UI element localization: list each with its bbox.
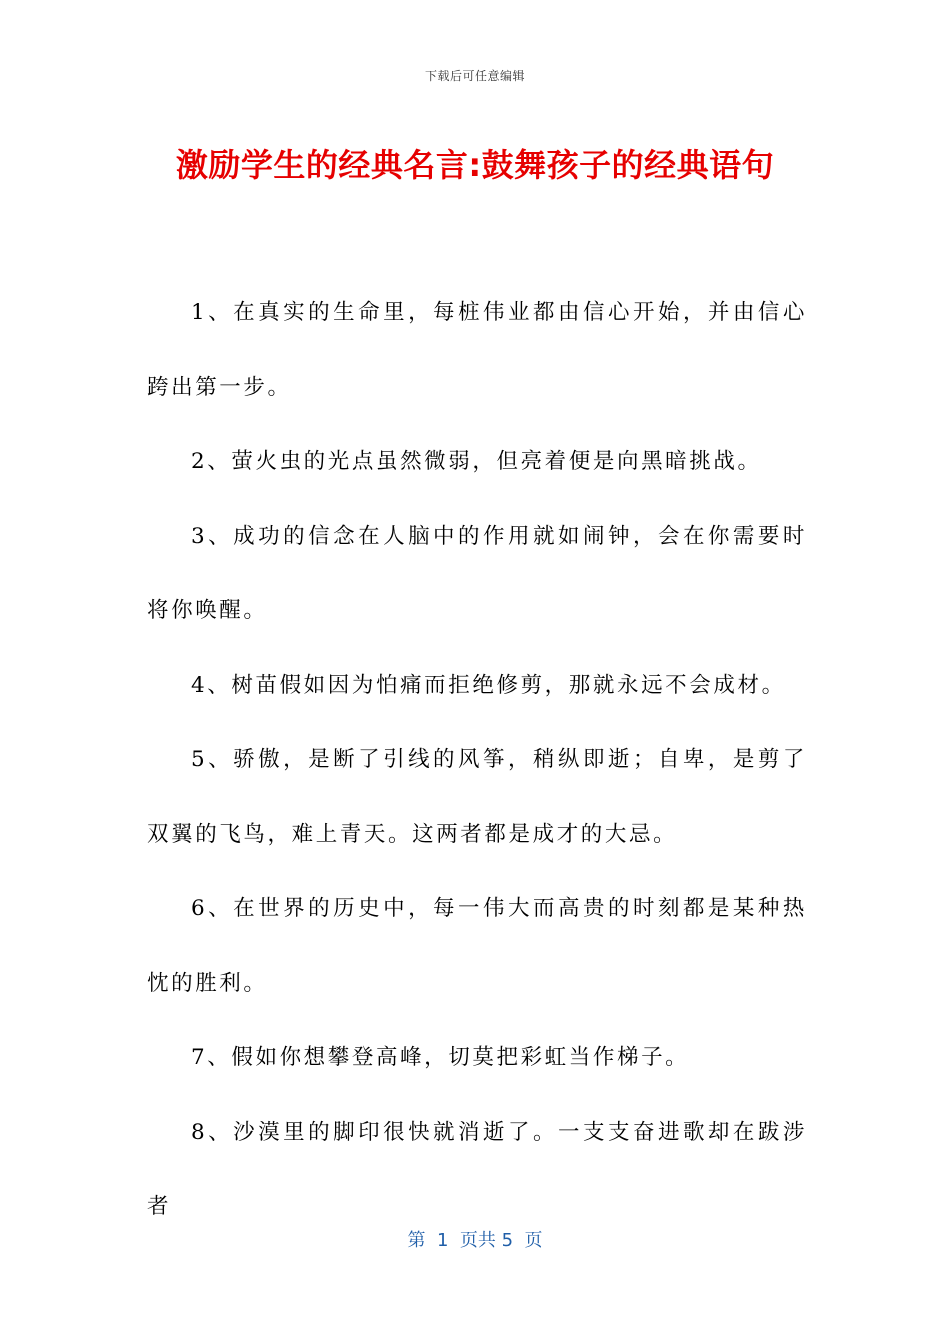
paragraph: 5、骄傲，是断了引线的风筝，稍纵即逝；自卑，是剪了双翼的飞鸟，难上青天。这两者都是成才的大忌。: [147, 747, 807, 847]
page-number-footer: 第 1 页共 5 页: [407, 1230, 543, 1251]
paragraph: 1、在真实的生命里，每桩伟业都由信心开始，并由信心跨出第一步。: [147, 300, 807, 400]
paragraph: 2、萤火虫的光点虽然微弱，但亮着便是向黑暗挑战。: [191, 449, 762, 474]
paragraph: 3、成功的信念在人脑中的作用就如闹钟，会在你需要时将你唤醒。: [147, 523, 807, 623]
header-note: 下载后可任意编辑: [424, 69, 525, 83]
paragraph: 6、在世界的历史中，每一伟大而高贵的时刻都是某种热忱的胜利。: [147, 896, 807, 996]
document-body: [147, 276, 807, 1245]
paragraph: 7、假如你想攀登高峰，切莫把彩虹当作梯子。: [191, 1045, 690, 1070]
paragraph: 4、树苗假如因为怕痛而拒绝修剪，那就永远不会成材。: [191, 672, 786, 698]
document-title: 激励学生的经典名言:鼓舞孩子的经典语句: [175, 146, 775, 184]
paragraph: 8、沙漠里的脚印很快就消逝了。一支支奋进歌却在跋涉者: [147, 1119, 807, 1219]
